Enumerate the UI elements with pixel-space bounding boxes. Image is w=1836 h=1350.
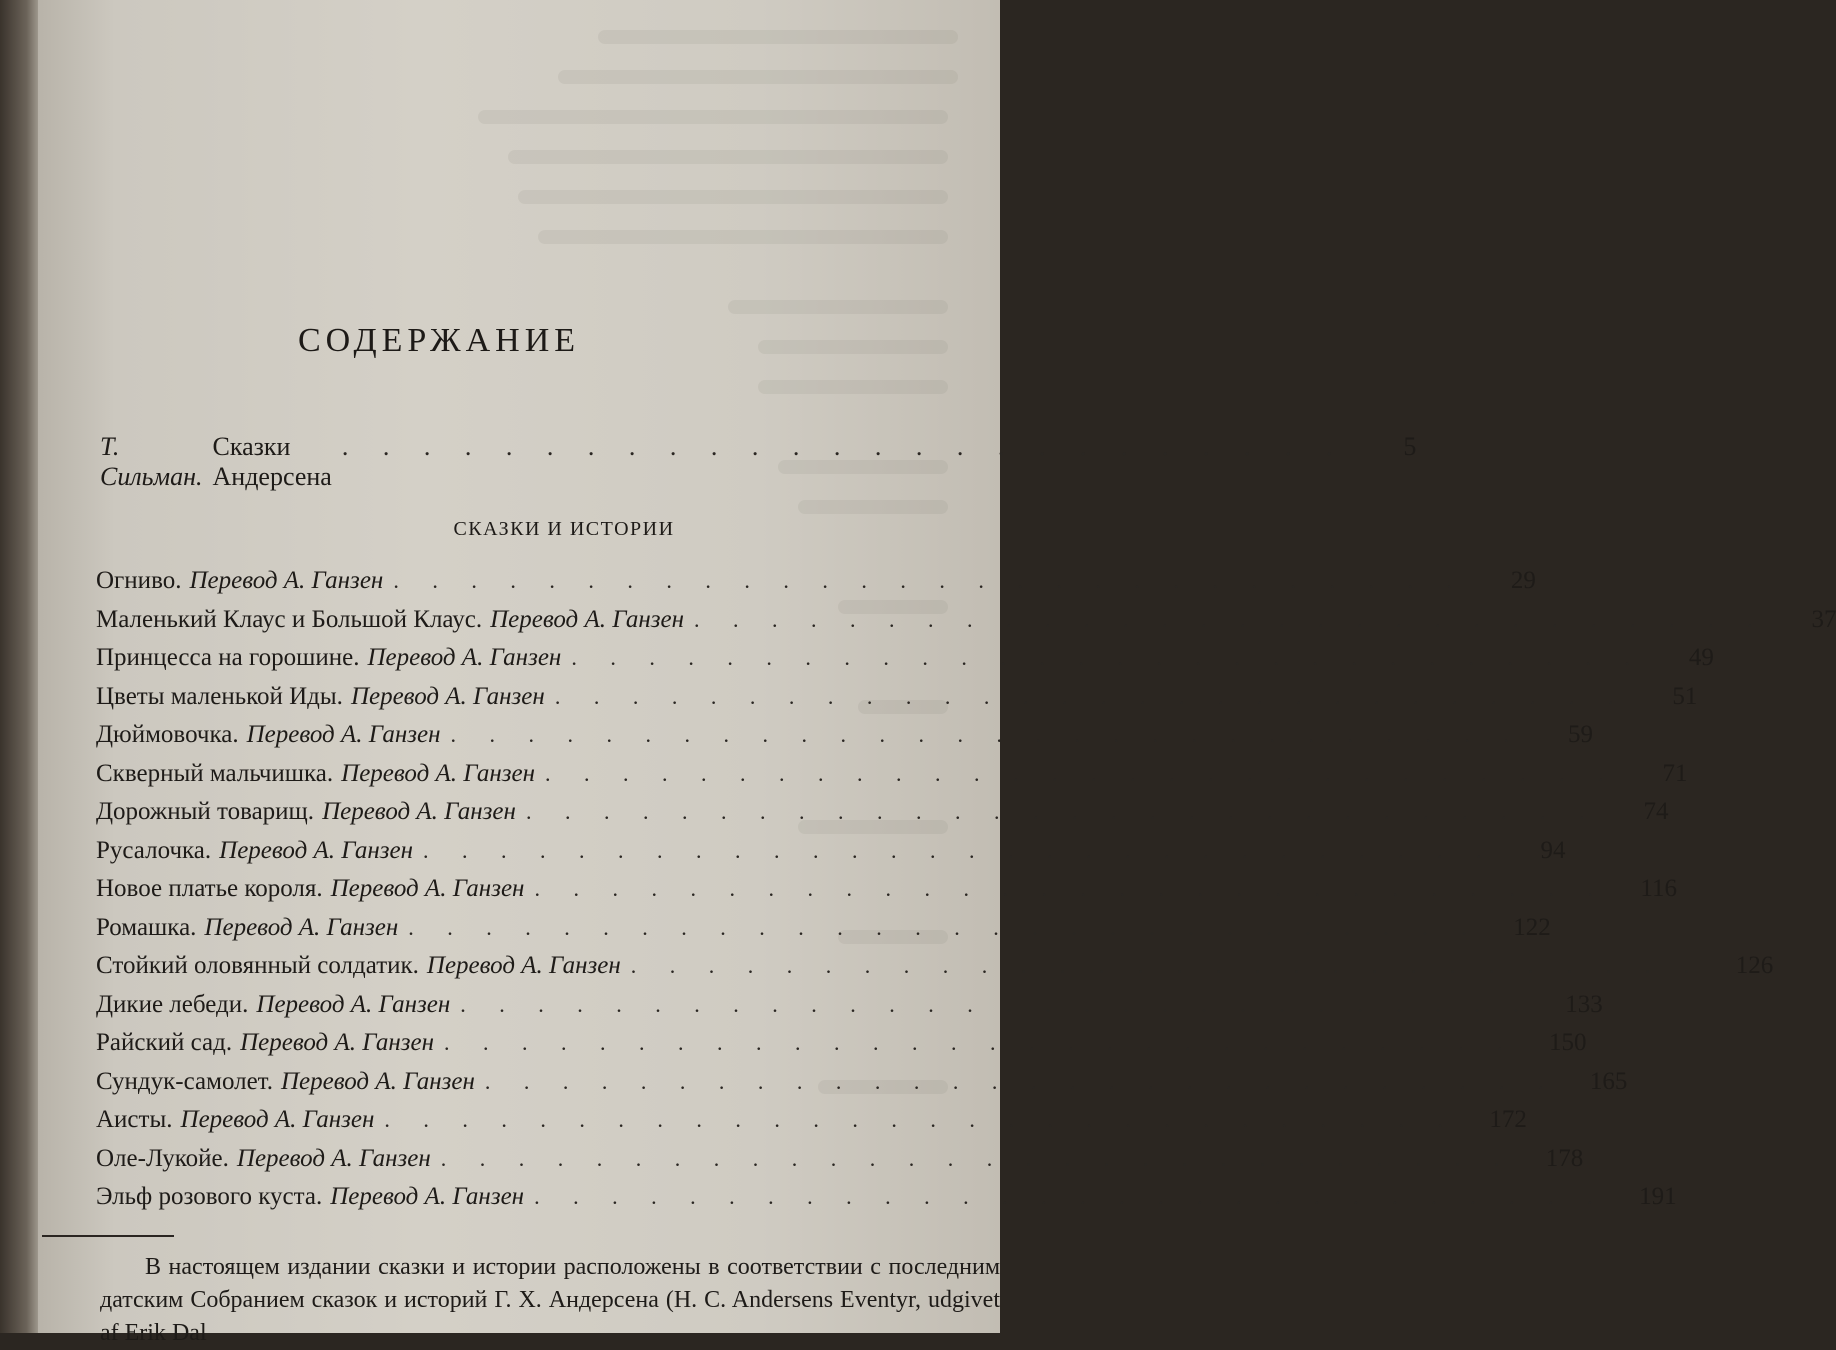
- entry-title: Ромашка.: [96, 913, 197, 941]
- entry-page-number: 116: [1640, 875, 1677, 902]
- contents-entry[interactable]: [96, 605, 1836, 645]
- dot-leader: . . . . . . . . . . . . . . . . . . . . . . . . . . . .: [534, 876, 1607, 901]
- dot-leader: . . . . . . . . . . . . . . . . . . . . . . . . . . . .: [630, 953, 1704, 978]
- footnote: [100, 1251, 1000, 1350]
- entry-translator: Перевод А. Ганзен: [240, 1029, 434, 1056]
- entry-page-number: 191: [1639, 1183, 1677, 1210]
- entry-title: Райский сад.: [96, 1029, 233, 1056]
- contents-entry[interactable]: [96, 798, 1669, 837]
- entry-translator: Перевод А. Ганзен: [280, 1067, 475, 1095]
- dot-leader: . . . . . . . . . . . . . . . . . . . . . . . . . . . .: [384, 1107, 1457, 1132]
- entry-title: Принцесса на горошине.: [96, 644, 360, 671]
- contents-entry[interactable]: [96, 567, 1536, 606]
- entry-translator: Перевод А. Ганзен: [219, 836, 414, 864]
- entry-title: Дорожный товарищ.: [96, 798, 315, 825]
- entry-title: Эльф розового куста.: [96, 1183, 323, 1210]
- entry-page-number: 178: [1545, 1144, 1584, 1172]
- entry-title: Аисты.: [96, 1106, 173, 1133]
- contents-entry[interactable]: [96, 1029, 1587, 1068]
- entry-title: Скверный мальчишка.: [96, 759, 334, 787]
- entry-page-number: 122: [1513, 913, 1551, 941]
- preface-page-number: 5: [1403, 432, 1417, 461]
- entry-translator: Перевод А. Ганзен: [330, 875, 525, 902]
- contents-entry[interactable]: [96, 836, 1566, 876]
- dot-leader: . . . . . . . . . . . . . . . . . . . . . . . . . . . .: [440, 1145, 1514, 1171]
- dot-leader: . . . . . . . . . . . . . . . . . . . . . . . . . . . .: [408, 914, 1481, 940]
- book-spine-shadow: [0, 0, 38, 1333]
- dot-leader: . . . . . . . . . . . . . . . . . . . . . . . . . . . .: [525, 799, 1599, 824]
- contents-heading: СОДЕРЖАНИЕ: [297, 322, 581, 359]
- contents-entry[interactable]: [96, 913, 1551, 953]
- entry-page-number: 71: [1662, 759, 1688, 787]
- dot-leader: . . . . . . . . . . . . . . . . . . . . . . . . . . . .: [693, 606, 1767, 632]
- book-page: [38, 0, 1836, 1346]
- entry-title: Стойкий оловянный солдатик.: [96, 952, 419, 979]
- entry-page-number: 165: [1589, 1067, 1628, 1095]
- entry-title: Сундук-самолет.: [96, 1067, 273, 1095]
- contents-entry[interactable]: [96, 721, 1593, 760]
- dot-leader: . . . . . . . . . . . . . . . . . . . . . . . . . . . .: [443, 1030, 1517, 1055]
- entry-translator: Перевод А. Ганзен: [490, 605, 684, 633]
- entry-page-number: 126: [1735, 952, 1774, 979]
- entry-page-number: 133: [1565, 990, 1603, 1018]
- entry-page-number: 94: [1540, 836, 1566, 864]
- entry-title: Русалочка.: [96, 836, 212, 864]
- preface-title: Сказки Андерсена: [212, 432, 332, 491]
- entry-title: Маленький Клаус и Большой Клаус.: [96, 605, 483, 633]
- entry-title: Дюймовочка.: [96, 721, 239, 748]
- section-title: СКАЗКИ И ИСТОРИИ: [453, 518, 675, 540]
- contents-entry[interactable]: [96, 759, 1688, 799]
- contents-entry[interactable]: [96, 1183, 1677, 1222]
- contents-list: [96, 567, 1836, 1222]
- entry-translator: Перевод А. Ганзен: [350, 682, 545, 710]
- entry-page-number: 51: [1672, 682, 1698, 710]
- entry-title: Оле-Лукойе.: [96, 1144, 229, 1172]
- entry-translator: Перевод А. Ганзен: [426, 952, 621, 979]
- contents-entry[interactable]: [96, 1106, 1527, 1145]
- entry-translator: Перевод А. Ганзен: [236, 1144, 431, 1172]
- entry-translator: Перевод А. Ганзен: [256, 990, 451, 1018]
- entry-translator: Перевод А. Ганзен: [341, 759, 536, 787]
- dot-leader: . . . . . . . . . . . . . . . . . . . . . . . . . . . .: [545, 760, 1618, 786]
- entry-translator: Перевод А. Ганзен: [367, 644, 562, 671]
- dot-leader: . . . . . . . . . . . . . . . . . . . . . . . . . . . .: [484, 1068, 1558, 1094]
- entry-page-number: 37: [1811, 605, 1836, 633]
- dot-leader: . . . . . . . . . . . . . . . . . . . . . . . . . . . .: [450, 722, 1523, 747]
- contents-entry[interactable]: [96, 682, 1698, 722]
- entry-title: Новое платье короля.: [96, 875, 323, 902]
- contents-entry[interactable]: [96, 875, 1677, 914]
- entry-page-number: 172: [1489, 1106, 1527, 1133]
- entry-page-number: 59: [1567, 721, 1593, 748]
- contents-entry[interactable]: [96, 952, 1774, 991]
- entry-page-number: 74: [1643, 798, 1669, 825]
- dot-leader: . . . . . . . . . . . . . . . . . . . . . . . . .: [341, 432, 1347, 461]
- entry-page-number: 49: [1688, 644, 1714, 671]
- dot-leader: . . . . . . . . . . . . . . . . . . . . . . . . . . . .: [554, 683, 1628, 709]
- contents-entry[interactable]: [96, 1144, 1584, 1184]
- contents-entry[interactable]: [96, 1067, 1628, 1107]
- preface-entry[interactable]: [100, 432, 1417, 491]
- entry-page-number: 29: [1510, 567, 1536, 594]
- entry-translator: Перевод А. Ганзен: [180, 1106, 375, 1133]
- entry-translator: Перевод А. Ганзен: [189, 567, 384, 594]
- dot-leader: . . . . . . . . . . . . . . . . . . . . . . . . . . . .: [460, 991, 1533, 1017]
- contents-entry[interactable]: [96, 990, 1603, 1030]
- entry-translator: Перевод А. Ганзен: [246, 721, 441, 748]
- contents-entry[interactable]: [96, 644, 1714, 683]
- footnote-divider: [42, 1235, 174, 1237]
- entry-title: Огниво.: [96, 567, 182, 594]
- entry-title: Цветы маленькой Иды.: [96, 682, 343, 710]
- entry-translator: Перевод А. Ганзен: [204, 913, 399, 941]
- entry-translator: Перевод А. Ганзен: [330, 1183, 525, 1210]
- dot-leader: . . . . . . . . . . . . . . . . . . . . . . . . . . . .: [571, 645, 1644, 670]
- preface-author: Т. Сильман.: [100, 432, 203, 491]
- entry-page-number: 150: [1548, 1029, 1587, 1056]
- footnote-text: В настоящем издании сказки и истории расположены в соответствии с последним датским Собранием сказок и историй Г. Х. Андерсена (H. C. Andersens Eventyr, udgivet af Erik Dal: [100, 1254, 1000, 1346]
- dot-leader: . . . . . . . . . . . . . . . . . . . . . . . . . . . .: [534, 1184, 1607, 1209]
- entry-title: Дикие лебеди.: [96, 990, 249, 1018]
- entry-translator: Перевод А. Ганзен: [322, 798, 516, 825]
- dot-leader: . . . . . . . . . . . . . . . . . . . . . . . . . . . .: [393, 568, 1466, 593]
- dot-leader: . . . . . . . . . . . . . . . . . . . . . . . . . . . .: [423, 837, 1496, 863]
